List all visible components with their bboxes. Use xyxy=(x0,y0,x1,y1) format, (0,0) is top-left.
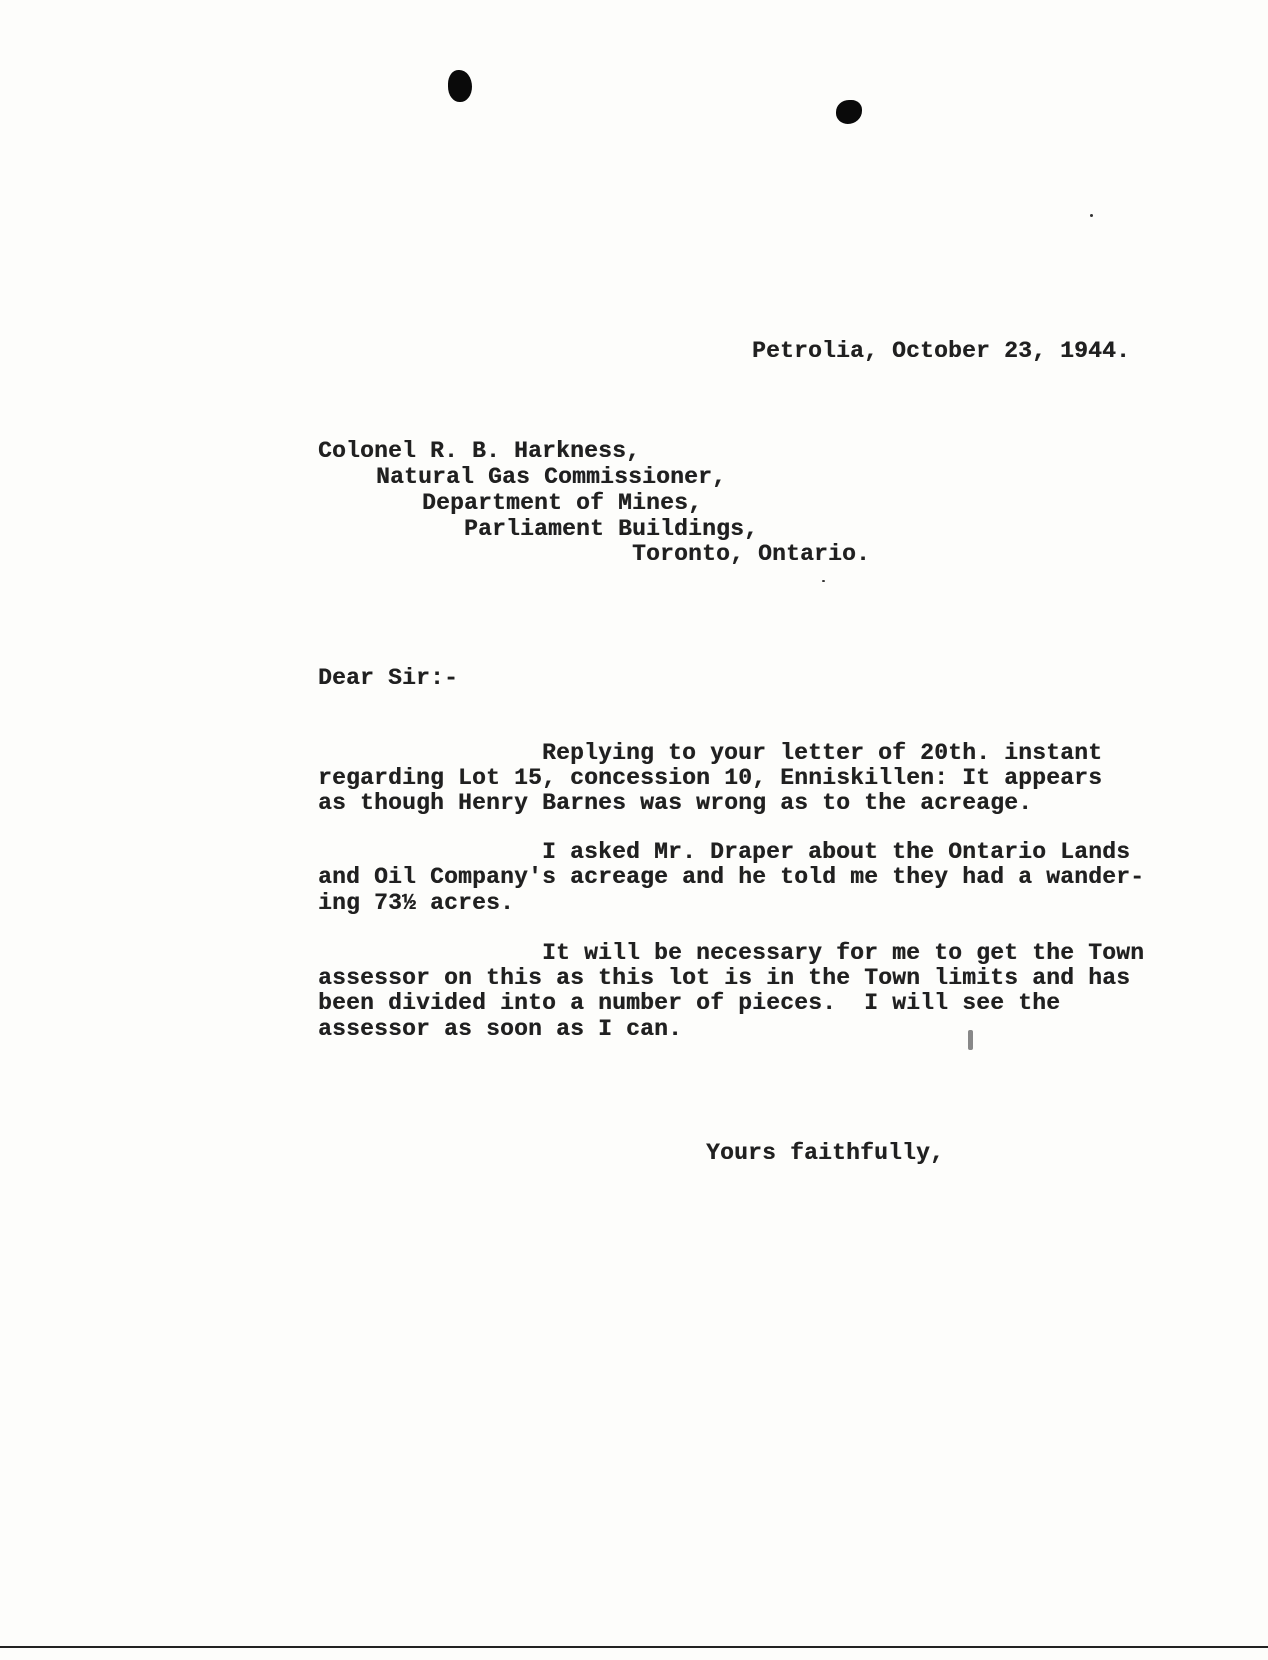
speck xyxy=(822,580,825,582)
body-line: assessor as soon as I can. xyxy=(318,1016,683,1042)
ink-blot-right xyxy=(836,100,862,124)
speck xyxy=(1090,214,1093,217)
address-line: Colonel R. B. Harkness, xyxy=(318,438,641,464)
ink-blot-left xyxy=(448,70,472,102)
scan-edge-line xyxy=(0,1646,1268,1648)
address-line: Natural Gas Commissioner, xyxy=(376,464,727,490)
body-line: assessor on this as this lot is in the Town limits and has xyxy=(318,965,1131,991)
closing: Yours faithfully, xyxy=(706,1140,945,1166)
body-line: ing 73½ acres. xyxy=(318,890,515,916)
body-line: regarding Lot 15, concession 10, Enniskillen: It appears xyxy=(318,765,1103,791)
body-line: I asked Mr. Draper about the Ontario Lands xyxy=(542,839,1131,865)
body-line: as though Henry Barnes was wrong as to the acreage. xyxy=(318,790,1033,816)
dateline: Petrolia, October 23, 1944. xyxy=(752,338,1131,364)
address-line: Department of Mines, xyxy=(422,490,703,516)
address-line: Parliament Buildings, xyxy=(464,516,759,542)
speck xyxy=(968,1030,973,1050)
body-line: It will be necessary for me to get the Town xyxy=(542,940,1145,966)
body-line: and Oil Company's acreage and he told me they had a wander- xyxy=(318,864,1145,890)
address-line: Toronto, Ontario. xyxy=(632,541,871,567)
salutation: Dear Sir:- xyxy=(318,665,459,691)
body-line: Replying to your letter of 20th. instant xyxy=(542,740,1103,766)
body-line: been divided into a number of pieces. I will see the xyxy=(318,990,1061,1016)
